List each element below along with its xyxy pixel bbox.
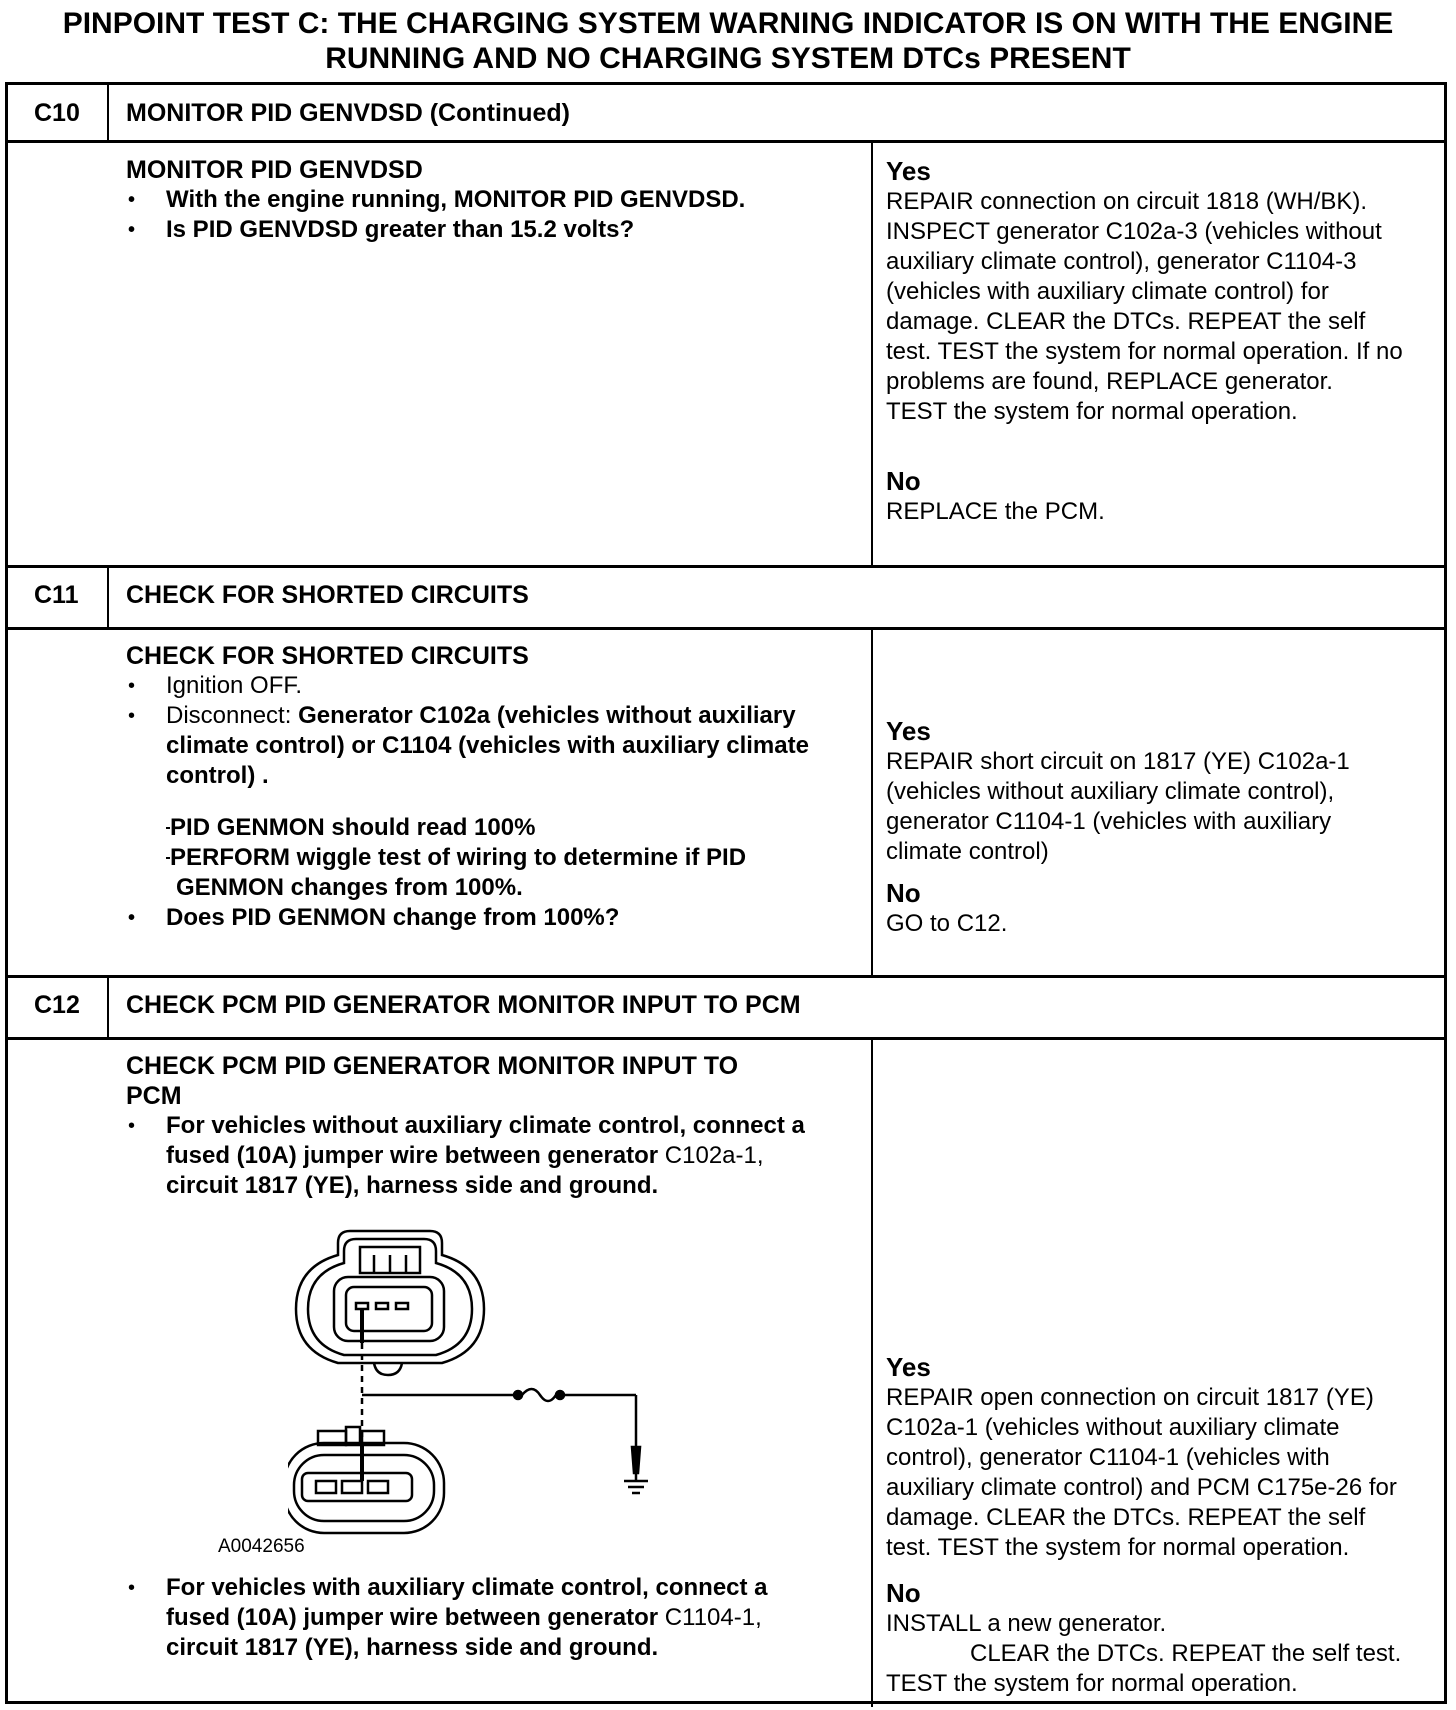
action-title: MONITOR PID GENVDSD [126,156,423,184]
text-line: C102a-1 (vehicles without auxiliary climate [886,1414,1340,1441]
text-line: test. TEST the system for normal operation. [886,1534,1350,1561]
sub-step [126,813,861,843]
title-line-2: RUNNING AND NO CHARGING SYSTEM DTCs PRESENT [325,42,1131,75]
col-divider [107,565,109,627]
step-id-c12: C12 [34,991,80,1019]
action-title [126,1051,861,1111]
step-header-c12: CHECK PCM PID GENERATOR MONITOR INPUT TO PCM [126,991,801,1019]
text-line: generator C1104-1 (vehicles with auxiliary [886,808,1332,835]
text-bold: fused (10A) jumper wire between generator [166,1142,665,1169]
action-cell-c11 [126,641,861,933]
list-item: • Is PID GENVDSD greater than 15.2 volts? [126,215,861,245]
disconnect-text-3: control) . [166,762,269,789]
text-bold: circuit 1817 (YE), harness side and ground. [166,1634,659,1661]
fuse-symbol [522,1389,556,1401]
row-divider [8,627,1444,630]
action-cell-c12-continued [126,1573,861,1663]
title-line-1: PINPOINT TEST C: THE CHARGING SYSTEM WARNING INDICATOR IS ON WITH THE ENGINE [62,7,1394,40]
yes-label: Yes [886,1352,931,1382]
col-divider [107,975,109,1037]
text-plain: C1104-1, [664,1604,762,1631]
step-id-c10: C10 [34,99,80,127]
result-cell-c11 [886,715,1441,939]
yes-text [886,187,1441,427]
list-item: • Does PID GENMON change from 100%? [126,903,861,933]
result-cell-c12 [886,1351,1441,1699]
col-divider [871,140,873,565]
action-cell-c12 [126,1051,861,1201]
text-line: TEST the system for normal operation. [886,398,1298,425]
text-bold: For vehicles with auxiliary climate control, connect a [166,1574,768,1601]
list-item [126,1111,861,1201]
text-line: auxiliary climate control), generator C1104-3 [886,248,1357,275]
text-bold: For vehicles without auxiliary climate control, connect a [166,1112,805,1139]
sub-step-text: PID GENMON should read 100% [170,814,536,841]
action-cell-c10 [126,155,861,245]
yes-label: Yes [886,156,931,186]
figure-id: A0042656 [218,1536,305,1557]
text-line: climate control) [886,838,1049,865]
harness-pin-1 [316,1481,336,1493]
no-label: No [886,466,921,496]
connector-pin-3 [396,1303,408,1309]
disconnect-text-1: Generator C102a (vehicles without auxiliary [298,702,796,729]
text-line: (vehicles with auxiliary climate control) for [886,278,1329,305]
connector-pin-2 [376,1303,388,1309]
list-item [126,1573,861,1663]
pinpoint-test-table [5,82,1447,1704]
action-list [126,671,861,791]
generator-connector-outline [296,1231,484,1363]
col-divider [107,85,109,140]
action-list [126,185,861,245]
page-title [0,6,1456,76]
text-line: TEST the system for normal operation. [886,1670,1298,1697]
text-line: damage. CLEAR the DTCs. REPEAT the self [886,1504,1366,1531]
text-line: damage. CLEAR the DTCs. REPEAT the self [886,308,1366,335]
step-header-c10: MONITOR PID GENVDSD (Continued) [126,99,570,127]
jumper-wire-diagram [288,1225,748,1545]
action-title-line: PCM [126,1082,182,1110]
text-line: INSPECT generator C102a-3 (vehicles without [886,218,1382,245]
no-text: REPLACE the PCM. [886,498,1105,525]
text-bold: fused (10A) jumper wire between generator [166,1604,665,1631]
no-label: No [886,878,921,908]
ground-probe [632,1447,640,1473]
col-divider [871,1037,873,1707]
text-line: INSTALL a new generator. [886,1610,1167,1637]
text-line: auxiliary climate control) and PCM C175e-26 for [886,1474,1397,1501]
yes-label: Yes [886,716,931,746]
no-label: No [886,1578,921,1608]
row-divider [8,565,1444,568]
text-line: (vehicles without auxiliary climate control), [886,778,1335,805]
step-header-c11: CHECK FOR SHORTED CIRCUITS [126,581,529,609]
row-divider [8,1037,1444,1040]
text-bold: circuit 1817 (YE), harness side and ground. [166,1172,659,1199]
action-list [126,1573,861,1663]
step-id-c11: C11 [34,581,79,609]
col-divider [871,627,873,975]
action-list [126,1111,861,1201]
list-item: • Ignition OFF. [126,671,861,701]
text-line: REPAIR short circuit on 1817 (YE) C102a-1 [886,748,1350,775]
disconnect-text-2: climate control) or C1104 (vehicles with auxiliary climate [166,732,809,759]
text-line: REPAIR open connection on circuit 1817 (YE) [886,1384,1374,1411]
text-line: REPAIR connection on circuit 1818 (WH/BK). [886,188,1368,215]
list-item-disconnect [126,701,861,791]
harness-pin-3 [368,1481,388,1493]
sub-step [126,843,861,903]
no-text: GO to C12. [886,910,1008,937]
text-line: control), generator C1104-1 (vehicles with [886,1444,1330,1471]
sub-step-text: GENMON changes from 100%. [176,874,523,901]
result-cell-c10 [886,155,1441,527]
sub-step-text: PERFORM wiggle test of wiring to determine if PID [170,844,747,871]
list-item: • With the engine running, MONITOR PID GENVDSD. [126,185,861,215]
connector-pin-1 [356,1303,368,1309]
disconnect-prefix: Disconnect: [166,702,299,729]
row-divider [8,975,1444,978]
harness-pin-2 [342,1481,362,1493]
text-line: problems are found, REPLACE generator. [886,368,1333,395]
action-list [126,903,861,933]
text-plain: C102a-1, [664,1142,764,1169]
text-line: test. TEST the system for normal operation. If no [886,338,1403,365]
action-title-line: CHECK PCM PID GENERATOR MONITOR INPUT TO [126,1052,739,1080]
text-line: CLEAR the DTCs. REPEAT the self test. [970,1640,1402,1667]
action-title: CHECK FOR SHORTED CIRCUITS [126,642,529,670]
row-divider [8,140,1444,143]
